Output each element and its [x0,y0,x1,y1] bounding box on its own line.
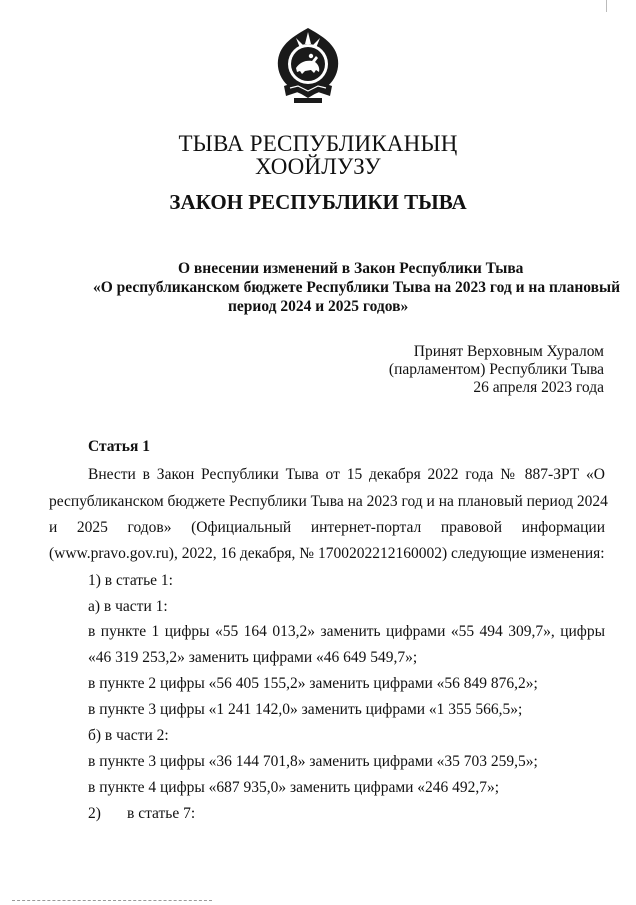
point-3: в пункте 3 цифры «1 241 142,0» заменить цифрами «1 355 566,5»; [88,701,523,718]
adoption-line1: Принят Верховным Хуралом [413,343,604,360]
adoption-line2: (парламентом) Республики Тыва [388,361,604,378]
scan-corner-mark [606,0,607,12]
item-1a: а) в части 1: [88,598,168,615]
item-2-text: в статье 7: [127,805,196,822]
point-2: в пункте 2 цифры «56 405 155,2» заменить цифрами «56 849 876,2»; [88,675,538,692]
law-title: ЗАКОН РЕСПУБЛИКИ ТЫВА [169,190,467,214]
point-3b: в пункте 3 цифры «36 144 701,8» заменить цифрами «35 703 259,5»; [88,753,538,770]
coat-of-arms-emblem-icon [272,26,344,106]
point-1-line1: в пункте 1 цифры «55 164 013,2» заменить цифрами «55 494 309,7», цифры [88,623,605,640]
article-heading: Статья 1 [88,438,150,455]
subject-line1: О внесении изменений в Закон Республики Тыва [178,260,524,277]
point-4b: в пункте 4 цифры «687 935,0» заменить цифрами «246 492,7»; [88,779,500,796]
subject-line3: период 2024 и 2025 годов» [228,298,409,315]
article-intro-line4: (www.pravo.gov.ru), 2022, 16 декабря, № 1700202212160002) следующие изменения: [49,545,605,562]
subject-line2: «О республиканском бюджете Республики Тыва на 2023 год и на плановый [93,279,621,296]
item-1: 1) в статье 1: [88,572,173,589]
article-intro-line2: республиканском бюджете Республики Тыва на 2023 год и на плановый период 2024 [49,493,608,510]
item-2-number: 2) [88,805,101,822]
article-intro-line3: и 2025 годов» (Официальный интернет-портал правовой информации [49,519,605,536]
adoption-line3: 26 апреля 2023 года [473,379,604,396]
point-1-line2: «46 319 253,2» заменить цифрами «46 649 549,7»; [88,649,418,666]
article-intro-line1: Внести в Закон Республики Тыва от 15 декабря 2022 года № 887-ЗРТ «О [88,466,605,483]
item-1b: б) в части 2: [88,727,169,744]
parliament-name-line1: ТЫВА РЕСПУБЛИКАНЫҢ [178,131,458,156]
scan-edge-line [12,900,212,902]
parliament-name-line2: ХООЙЛУЗУ [255,154,381,179]
